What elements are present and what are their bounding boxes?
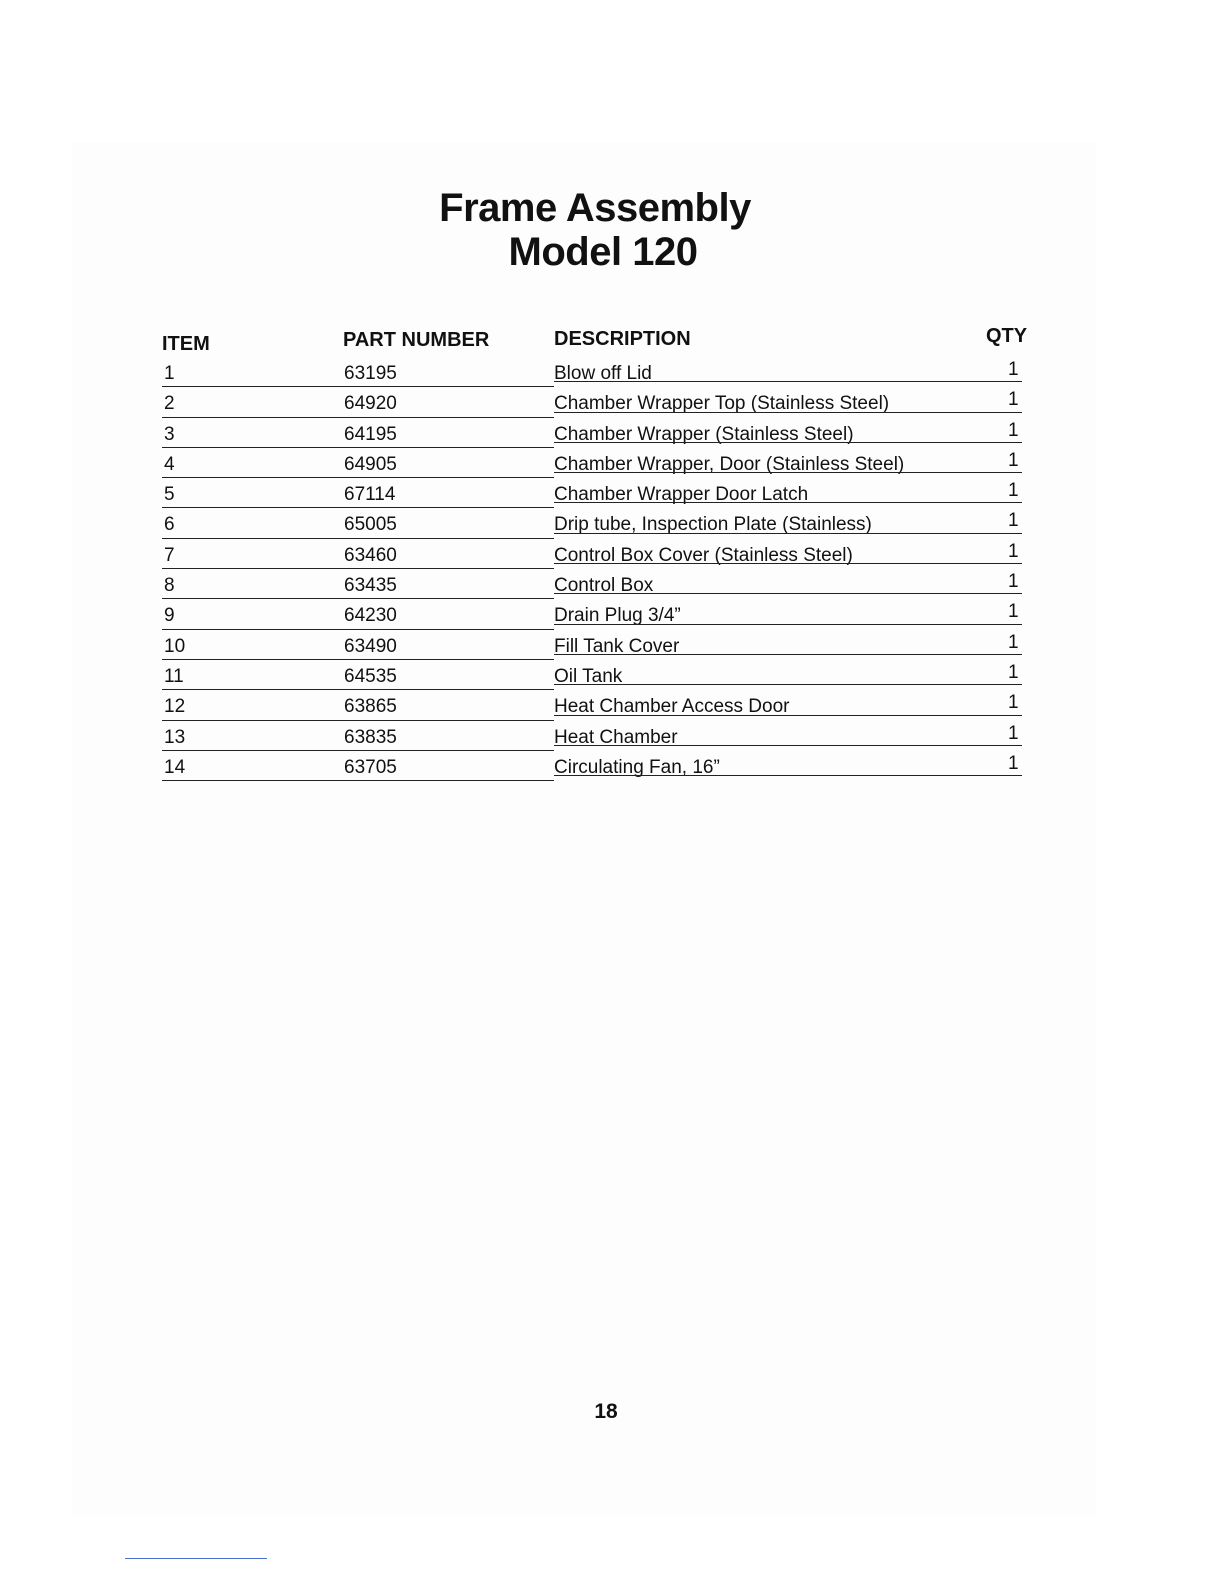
table-row (162, 357, 1032, 387)
qty-cell: 1 (1008, 692, 1019, 714)
item-cell: 1 (164, 363, 175, 384)
item-cell: 10 (164, 635, 186, 657)
part-number-cell: 64535 (344, 665, 397, 687)
item-cell: 11 (164, 665, 184, 687)
page-title: Frame Assembly (439, 186, 751, 230)
description-cell: Blow off Lid (554, 363, 652, 384)
table-body (162, 357, 1032, 781)
part-number-cell: 65005 (344, 514, 397, 536)
header-description: DESCRIPTION (554, 328, 691, 350)
description-cell: Heat Chamber Access Door (554, 696, 790, 718)
table-row (162, 660, 1032, 690)
part-number-cell: 64195 (344, 423, 397, 445)
qty-cell: 1 (1008, 480, 1019, 502)
description-cell: Chamber Wrapper, Door (Stainless Steel) (554, 453, 905, 475)
part-number-cell: 63865 (344, 696, 397, 718)
parts-table (162, 325, 1032, 781)
table-row (162, 721, 1032, 751)
item-cell: 2 (164, 393, 175, 415)
table-row (162, 448, 1032, 478)
table-row (162, 478, 1032, 508)
row-rule-right (554, 593, 1022, 594)
qty-cell: 1 (1008, 571, 1019, 593)
table-row (162, 751, 1032, 781)
description-cell: Chamber Wrapper (Stainless Steel) (554, 423, 854, 445)
row-rule-left (162, 780, 554, 781)
table-row (162, 508, 1032, 538)
row-rule-right (554, 684, 1022, 685)
page-subtitle: Model 120 (508, 230, 698, 274)
description-cell: Heat Chamber (554, 726, 678, 748)
qty-cell: 1 (1008, 510, 1019, 532)
description-cell: Control Box (554, 575, 654, 597)
part-number-cell: 63435 (344, 575, 397, 597)
description-cell: Circulating Fan, 16” (554, 756, 720, 778)
part-number-cell: 63460 (344, 544, 397, 566)
qty-cell: 1 (1008, 601, 1019, 623)
qty-cell: 1 (1008, 722, 1019, 744)
part-number-cell: 64905 (344, 453, 397, 475)
part-number-cell: 63835 (344, 726, 397, 748)
row-rule-right (554, 533, 1022, 534)
table-header (162, 325, 1032, 357)
row-rule-right (554, 745, 1022, 746)
row-rule-right (554, 381, 1022, 382)
item-cell: 7 (164, 544, 175, 566)
qty-cell: 1 (1008, 631, 1019, 653)
page-number: 18 (594, 1400, 618, 1423)
row-rule-right (554, 775, 1022, 776)
item-cell: 9 (164, 605, 175, 627)
qty-cell: 1 (1008, 752, 1019, 774)
description-cell: Chamber Wrapper Top (Stainless Steel) (554, 393, 890, 415)
description-cell: Fill Tank Cover (554, 635, 680, 657)
item-cell: 4 (164, 453, 175, 475)
part-number-cell: 64920 (344, 393, 397, 415)
row-rule-right (554, 715, 1022, 716)
item-cell: 14 (164, 756, 186, 778)
description-cell: Control Box Cover (Stainless Steel) (554, 544, 853, 566)
header-qty: QTY (986, 325, 1028, 347)
item-cell: 13 (164, 726, 186, 748)
part-number-cell: 64230 (344, 605, 397, 627)
table-row (162, 690, 1032, 720)
table-row (162, 599, 1032, 629)
row-rule-right (554, 624, 1022, 625)
item-cell: 5 (164, 484, 175, 506)
header-part-number: PART NUMBER (343, 329, 490, 351)
qty-cell: 1 (1008, 419, 1019, 441)
description-cell: Drain Plug 3/4” (554, 605, 681, 627)
row-rule-right (554, 563, 1022, 564)
table-row (162, 387, 1032, 417)
item-cell: 6 (164, 514, 175, 536)
table-row (162, 418, 1032, 448)
row-rule-right (554, 442, 1022, 443)
row-rule-right (554, 412, 1022, 413)
footer-rule (125, 1558, 267, 1559)
qty-cell: 1 (1008, 389, 1019, 411)
table-row (162, 569, 1032, 599)
part-number-cell: 63705 (344, 756, 397, 778)
qty-cell: 1 (1008, 540, 1019, 562)
row-rule-right (554, 502, 1022, 503)
item-cell: 12 (164, 696, 186, 718)
table-row (162, 630, 1032, 660)
item-cell: 8 (164, 575, 175, 597)
table-row (162, 539, 1032, 569)
row-rule-right (554, 472, 1022, 473)
header-item: ITEM (162, 333, 210, 355)
qty-cell: 1 (1008, 661, 1019, 683)
part-number-cell: 63490 (344, 635, 397, 657)
item-cell: 3 (164, 423, 175, 445)
qty-cell: 1 (1008, 449, 1019, 471)
part-number-cell: 63195 (344, 363, 397, 384)
row-rule-right (554, 654, 1022, 655)
description-cell: Chamber Wrapper Door Latch (554, 484, 809, 506)
description-cell: Oil Tank (554, 665, 623, 687)
qty-cell: 1 (1008, 359, 1019, 380)
part-number-cell: 67114 (344, 484, 396, 506)
description-cell: Drip tube, Inspection Plate (Stainless) (554, 514, 872, 536)
